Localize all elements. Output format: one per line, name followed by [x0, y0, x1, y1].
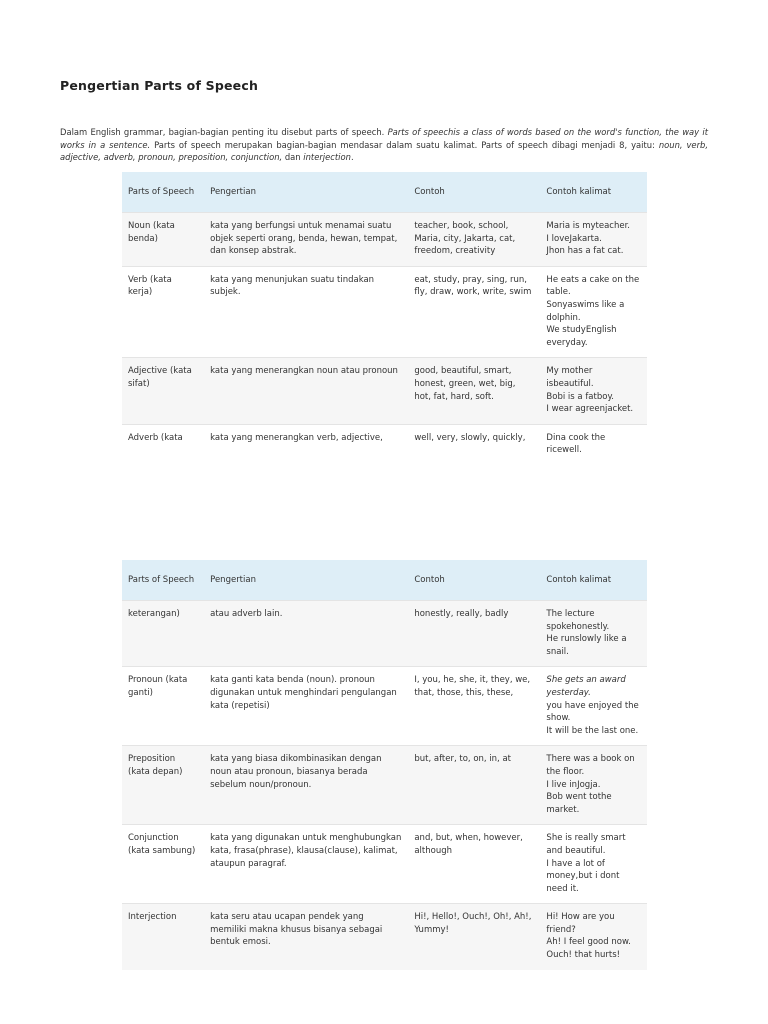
sentence-cell — [540, 424, 647, 465]
table-row — [122, 825, 647, 904]
table-header-row — [122, 172, 647, 213]
sentence-line: Bob went tothe market. — [546, 792, 612, 815]
intro-list: noun, verb, adjective, adverb, pronoun, preposition, conjunction, — [60, 139, 709, 163]
table-row — [122, 904, 647, 970]
pos-cell: Conjunction (kata sambung) — [122, 825, 204, 904]
header-parts-of-speech: Parts of Speech — [122, 560, 204, 601]
table-row — [122, 266, 647, 358]
header-parts-of-speech: Parts of Speech — [122, 172, 204, 213]
header-contoh: Contoh — [408, 172, 540, 213]
intro-period: . — [350, 152, 354, 163]
definition-cell: kata yang biasa dikombinasikan dengan noun atau pronoun, biasanya berada sebelum noun/pronoun. — [204, 746, 408, 825]
definition-cell: kata yang menerangkan verb, adjective, — [204, 424, 408, 465]
pos-cell: Adjective (kata sifat) — [122, 358, 204, 424]
sentence-line: Jhon has a fat cat. — [546, 246, 624, 257]
pos-cell: Preposition (kata depan) — [122, 746, 204, 825]
table-header-row — [122, 560, 647, 601]
intro-list-last: interjection — [303, 152, 351, 163]
example-cell: teacher, book, school, Maria, city, Jakarta, cat, freedom, creativity — [408, 213, 540, 267]
table-row — [122, 601, 647, 667]
pos-cell: keterangan) — [122, 601, 204, 667]
header-contoh-kalimat: Contoh kalimat — [540, 172, 647, 213]
definition-cell: kata yang digunakan untuk menghubungkan kata, frasa(phrase), klausa(clause), kalimat, ataupun paragraf. — [204, 825, 408, 904]
table-row — [122, 358, 647, 424]
example-cell: but, after, to, on, in, at — [408, 746, 540, 825]
definition-cell: kata seru atau ucapan pendek yang memiliki makna khusus bisanya sebagai bentuk emosi. — [204, 904, 408, 970]
sentence-line: I loveJakarta. — [546, 233, 602, 244]
example-cell: Hi!, Hello!, Ouch!, Oh!, Ah!, Yummy! — [408, 904, 540, 970]
parts-of-speech-table-1 — [122, 172, 647, 465]
definition-cell: kata yang menerangkan noun atau pronoun — [204, 358, 408, 424]
sentence-line: We studyEnglish everyday. — [546, 325, 617, 348]
header-pengertian: Pengertian — [204, 172, 408, 213]
header-pengertian: Pengertian — [204, 560, 408, 601]
example-cell: and, but, when, however, although — [408, 825, 540, 904]
table-row — [122, 746, 647, 825]
example-cell: honestly, really, badly — [408, 601, 540, 667]
sentence-cell — [540, 601, 647, 667]
pos-cell: Verb (kata kerja) — [122, 266, 204, 358]
example-cell: well, very, slowly, quickly, — [408, 424, 540, 465]
intro-text-1: Dalam English grammar, bagian-bagian penting itu disebut parts of speech. — [60, 127, 385, 137]
parts-of-speech-table-2 — [122, 560, 647, 970]
sentence-line: Ah! I feel good now. — [546, 937, 631, 948]
sentence-line: Bobi is a fatboy. — [546, 391, 614, 402]
sentence-line: Ouch! that hurts! — [546, 950, 621, 961]
definition-cell: kata yang berfungsi untuk menamai suatu objek seperti orang, benda, hewan, tempat, dan konsep abstrak. — [204, 213, 408, 267]
sentence-line: Maria is myteacher. — [546, 221, 631, 231]
pos-cell: Pronoun (kata ganti) — [122, 667, 204, 746]
sentence-line: She gets an award yesterday. — [546, 675, 626, 698]
sentence-line: The lecture spokehonestly. — [546, 609, 610, 632]
pos-cell: Noun (kata benda) — [122, 213, 204, 267]
intro-paragraph — [60, 126, 708, 164]
sentence-cell — [540, 266, 647, 358]
table-row — [122, 213, 647, 267]
intro-text-2: Parts of speech merupakan bagian-bagian mendasar dalam suatu kalimat. Parts of speech dibagi menjadi 8, yaitu: — [154, 139, 655, 150]
example-cell: eat, study, pray, sing, run, fly, draw, work, write, swim — [408, 266, 540, 358]
definition-cell: atau adverb lain. — [204, 601, 408, 667]
header-contoh: Contoh — [408, 560, 540, 601]
sentence-line: I wear agreenjacket. — [546, 404, 634, 415]
sentence-line: There was a book on the floor. — [546, 754, 635, 777]
sentence-line: I live inJogja. — [546, 779, 601, 790]
example-cell: I, you, he, she, it, they, we, that, those, this, these, — [408, 667, 540, 746]
intro-definition: Parts of speechis a class of words based on the word's function, the way it works in a sentence. — [60, 127, 708, 150]
sentence-cell — [540, 667, 647, 746]
sentence-line: I have a lot of money,but i dont need it. — [546, 858, 620, 894]
intro-text-3: dan — [284, 152, 301, 163]
pos-cell: Interjection — [122, 904, 204, 970]
sentence-line: Sonyaswims like a dolphin. — [546, 299, 625, 323]
sentence-line: She is really smart and beautiful. — [546, 833, 626, 856]
sentence-line: My mother isbeautiful. — [546, 366, 594, 389]
sentence-cell — [540, 904, 647, 970]
example-cell: good, beautiful, smart, honest, green, wet, big, hot, fat, hard, soft. — [408, 358, 540, 424]
sentence-cell — [540, 213, 647, 267]
sentence-cell — [540, 825, 647, 904]
sentence-line: Dina cook the ricewell. — [546, 432, 606, 456]
table-row — [122, 667, 647, 746]
sentence-cell — [540, 746, 647, 825]
page-title: Pengertian Parts of Speech — [60, 78, 259, 93]
sentence-line: Hi! How are you friend? — [546, 912, 615, 935]
sentence-cell — [540, 358, 647, 424]
sentence-line: you have enjoyed the show. — [546, 700, 639, 724]
sentence-line: It will be the last one. — [546, 725, 639, 736]
pos-cell: Adverb (kata — [122, 424, 204, 465]
sentence-line: He eats a cake on the table. — [546, 274, 640, 298]
definition-cell: kata yang menunjukan suatu tindakan subjek. — [204, 266, 408, 358]
definition-cell: kata ganti kata benda (noun). pronoun digunakan untuk menghindari pengulangan kata (repetisi) — [204, 667, 408, 746]
header-contoh-kalimat: Contoh kalimat — [540, 560, 647, 601]
sentence-line: He runslowly like a snail. — [546, 634, 627, 657]
table-row — [122, 424, 647, 465]
